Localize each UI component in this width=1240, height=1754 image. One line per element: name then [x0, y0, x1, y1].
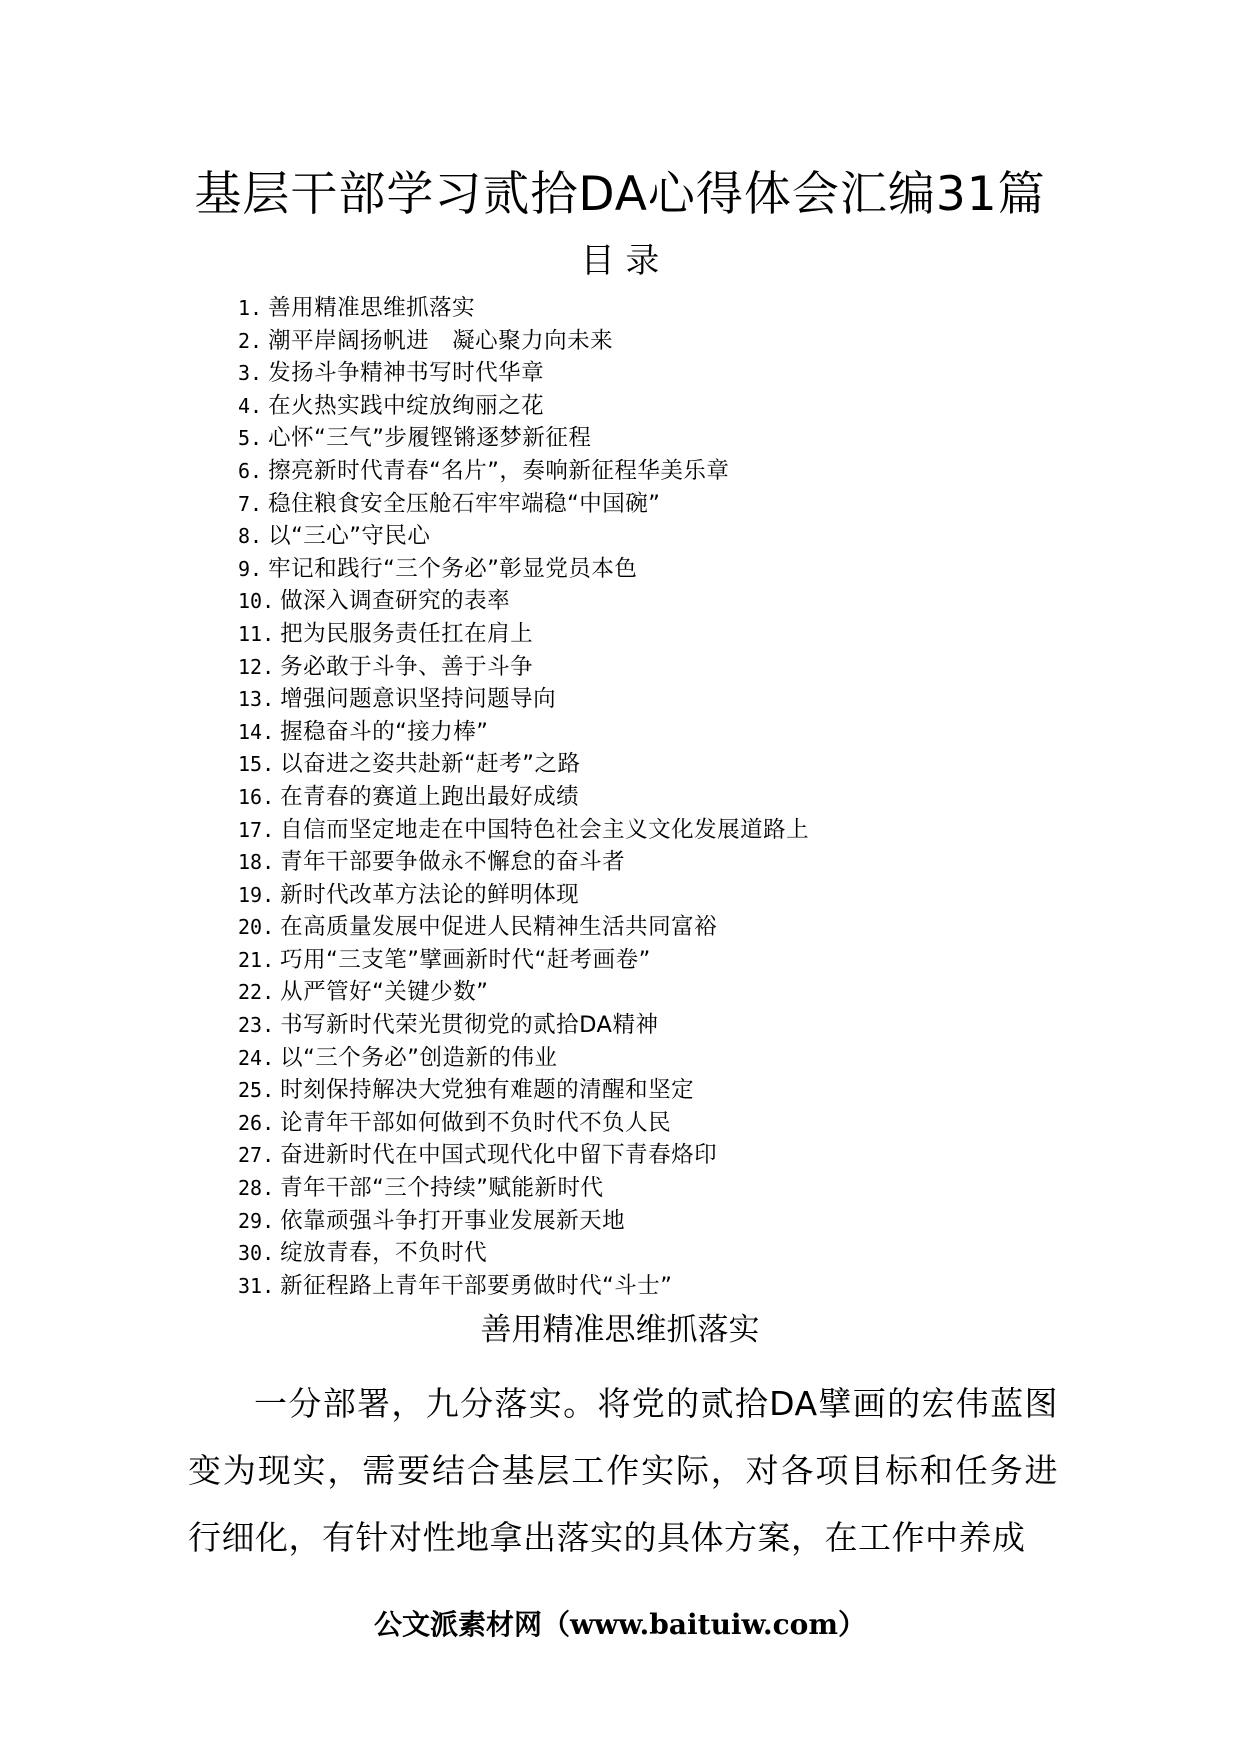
toc-item [238, 1107, 1138, 1140]
toc-item-text: 稳住粮食安全压舱石牢牢端稳“中国碗” [268, 490, 661, 517]
toc-item [238, 781, 1138, 814]
toc-item [238, 585, 1138, 618]
toc-item [238, 879, 1138, 912]
toc-item-number: 31. [238, 1273, 275, 1298]
toc-item-number: 24. [238, 1045, 275, 1070]
footer-watermark: 公文派素材网（www.baituiw.com） [374, 1608, 866, 1641]
toc-item-number: 17. [238, 817, 275, 842]
toc-item [238, 488, 1138, 521]
toc-item [238, 1042, 1138, 1075]
toc-item-number: 11. [238, 621, 275, 646]
toc-item-number: 16. [238, 784, 275, 809]
toc-item-text: 牢记和践行“三个务必”彰显党员本色 [268, 555, 638, 582]
toc-item [238, 1237, 1138, 1270]
toc-item [238, 846, 1138, 879]
toc-item [238, 1139, 1138, 1172]
toc-item [238, 553, 1138, 586]
toc-item [238, 1270, 1138, 1303]
toc-item-number: 26. [238, 1110, 275, 1135]
toc-item-text: 以“三心”守民心 [268, 523, 431, 550]
toc-item-text: 巧用“三支笔”擘画新时代“赶考画卷” [280, 946, 651, 973]
document-title: 基层干部学习贰拾DA心得体会汇编31篇 [194, 167, 1046, 222]
toc-item-text: 做深入调查研究的表率 [280, 588, 511, 615]
toc-item-text: 青年干部要争做永不懈怠的奋斗者 [280, 849, 626, 876]
toc-item [238, 683, 1138, 716]
table-of-contents [238, 292, 1138, 1302]
toc-item-number: 4. [238, 393, 263, 418]
toc-item [238, 1172, 1138, 1205]
toc-item-text: 潮平岸阔扬帆进 凝心聚力向未来 [268, 327, 614, 354]
toc-item-text: 从严管好“关键少数” [280, 979, 489, 1006]
toc-item-number: 23. [238, 1013, 275, 1038]
toc-item-number: 8. [238, 524, 263, 549]
toc-item [238, 716, 1138, 749]
toc-item [238, 520, 1138, 553]
toc-item-text: 以奋进之姿共赴新“赶考”之路 [280, 751, 581, 778]
toc-item-number: 2. [238, 328, 263, 353]
toc-heading: 目 录 [580, 241, 660, 281]
toc-item-number: 9. [238, 556, 263, 581]
toc-item [238, 292, 1138, 325]
section-title: 善用精准思维抓落实 [480, 1312, 760, 1348]
toc-item-text: 依靠顽强斗争打开事业发展新天地 [280, 1207, 626, 1234]
toc-item-text: 新时代改革方法论的鲜明体现 [280, 881, 580, 908]
toc-item-number: 13. [238, 687, 275, 712]
toc-item-text: 奋进新时代在中国式现代化中留下青春烙印 [280, 1142, 718, 1169]
toc-item-number: 19. [238, 882, 275, 907]
toc-item [238, 390, 1138, 423]
toc-item [238, 976, 1138, 1009]
toc-item-text: 以“三个务必”创造新的伟业 [280, 1044, 558, 1071]
body-paragraph: 一分部署，九分落实。将党的贰拾DA擘画的宏伟蓝图变为现实，需要结合基层工作实际，对各项目标和任务进行细化，有针对性地拿出落实的具体方案，在工作中养成 [188, 1384, 1058, 1557]
toc-item-number: 10. [238, 589, 275, 614]
toc-item-text: 绽放青春，不负时代 [280, 1240, 488, 1267]
toc-item [238, 325, 1138, 358]
toc-item-text: 把为民服务责任扛在肩上 [280, 620, 534, 647]
toc-item-text: 增强问题意识坚持问题导向 [280, 686, 557, 713]
toc-item-text: 在高质量发展中促进人民精神生活共同富裕 [280, 914, 718, 941]
toc-item [238, 618, 1138, 651]
toc-item-text: 书写新时代荣光贯彻党的贰拾DA精神 [280, 1012, 659, 1039]
toc-item [238, 1074, 1138, 1107]
toc-item-text: 心怀“三气”步履铿锵逐梦新征程 [268, 425, 592, 452]
toc-item [238, 422, 1138, 455]
toc-item-text: 新征程路上青年干部要勇做时代“斗士” [280, 1272, 673, 1299]
toc-item-text: 在火热实践中绽放绚丽之花 [268, 392, 545, 419]
toc-item [238, 357, 1138, 390]
toc-item-number: 3. [238, 361, 263, 386]
toc-item-number: 22. [238, 980, 275, 1005]
toc-item-text: 善用精准思维抓落实 [268, 295, 476, 321]
toc-item [238, 651, 1138, 684]
toc-item-text: 发扬斗争精神书写时代华章 [268, 360, 545, 387]
toc-item-text: 时刻保持解决大党独有难题的清醒和坚定 [280, 1077, 695, 1104]
toc-item-number: 18. [238, 850, 275, 875]
toc-item-text: 务必敢于斗争、善于斗争 [280, 653, 534, 680]
toc-item-text: 青年干部“三个持续”赋能新时代 [280, 1175, 604, 1202]
toc-item [238, 748, 1138, 781]
toc-item-text: 握稳奋斗的“接力棒” [280, 718, 489, 745]
toc-item-number: 12. [238, 654, 275, 679]
toc-item [238, 944, 1138, 977]
toc-item-text: 在青春的赛道上跑出最好成绩 [280, 783, 580, 810]
toc-item-number: 20. [238, 915, 275, 940]
toc-item-number: 14. [238, 719, 275, 744]
toc-item-number: 7. [238, 491, 263, 516]
toc-item [238, 814, 1138, 847]
toc-item-number: 5. [238, 426, 263, 451]
toc-item-number: 25. [238, 1078, 275, 1103]
toc-item-number: 28. [238, 1176, 275, 1201]
toc-item-number: 6. [238, 458, 263, 483]
toc-item-text: 擦亮新时代青春“名片”，奏响新征程华美乐章 [268, 457, 730, 484]
toc-item [238, 911, 1138, 944]
toc-item [238, 1205, 1138, 1238]
toc-item-number: 15. [238, 752, 275, 777]
toc-item-number: 1. [238, 296, 263, 320]
toc-item-text: 自信而坚定地走在中国特色社会主义文化发展道路上 [280, 816, 810, 843]
toc-item-text: 论青年干部如何做到不负时代不负人民 [280, 1109, 672, 1136]
toc-item-number: 21. [238, 947, 275, 972]
toc-item-number: 29. [238, 1208, 275, 1233]
toc-item [238, 455, 1138, 488]
toc-item [238, 1009, 1138, 1042]
toc-item-number: 30. [238, 1241, 275, 1266]
toc-item-number: 27. [238, 1143, 275, 1168]
